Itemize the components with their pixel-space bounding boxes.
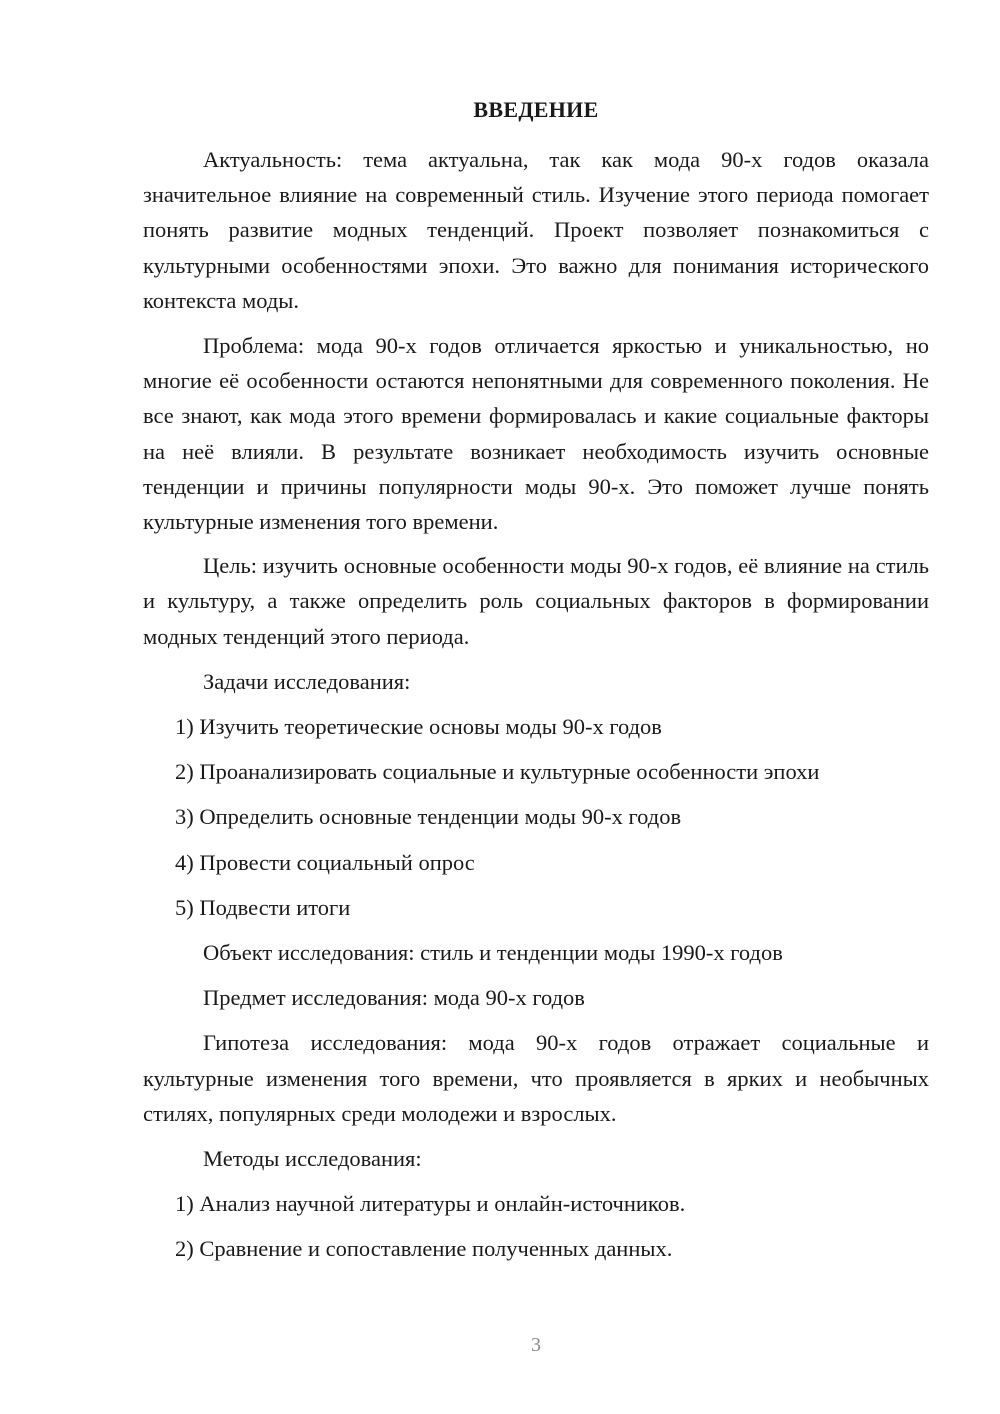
method-item: 1) Анализ научной литературы и онлайн-источников. — [175, 1191, 686, 1217]
task-item: 1) Изучить теоретические основы моды 90-х годов — [175, 714, 662, 740]
method-item: 2) Сравнение и сопоставление полученных данных. — [175, 1236, 673, 1262]
body-text — [143, 142, 929, 1267]
task-item: 3) Определить основные тенденции моды 90-х годов — [175, 804, 682, 830]
research-object: Объект исследования: стиль и тенденции моды 1990-х годов — [203, 940, 783, 966]
page-title: ВВЕДЕНИЕ — [473, 97, 599, 122]
task-item: 5) Подвести итоги — [175, 894, 351, 920]
hypothesis-paragraph: Гипотеза исследования: мода 90-х годов отражает социальные и культурные изменения того времени, что проявляется в ярких и необычных стилях, популярных среди молодежи и взрослых. — [143, 1030, 929, 1126]
goal-paragraph: Цель: изучить основные особенности моды 90-х годов, её влияние на стиль и культуру, а также определить роль социальных факторов в формировании модных тенденций этого периода. — [143, 553, 929, 649]
page-number: 3 — [531, 1334, 541, 1356]
methods-label: Методы исследования: — [203, 1146, 422, 1172]
task-item: 4) Провести социальный опрос — [175, 849, 475, 875]
tasks-label: Задачи исследования: — [203, 668, 411, 694]
problem-paragraph: Проблема: мода 90-х годов отличается яркостью и уникальностью, но многие её особенности остаются непонятными для современного поколения. Не все знают, как мода этого времени формировалась и какие социальные факторы на неё влияли. В результате возникает необходимость изучить основные тенденции и причины популярности моды 90-х. Это поможет лучше понять культурные изменения того времени. — [143, 333, 929, 535]
task-item: 2) Проанализировать социальные и культурные особенности эпохи — [175, 759, 820, 785]
relevance-paragraph: Актуальность: тема актуальна, так как мода 90-х годов оказала значительное влияние на современный стиль. Изучение этого периода помогает понять развитие модных тенденций. Проект позволяет познакомиться с культурными особенностями эпохи. Это важно для понимания исторического контекста моды. — [143, 147, 929, 313]
research-subject: Предмет исследования: мода 90-х годов — [203, 985, 585, 1011]
